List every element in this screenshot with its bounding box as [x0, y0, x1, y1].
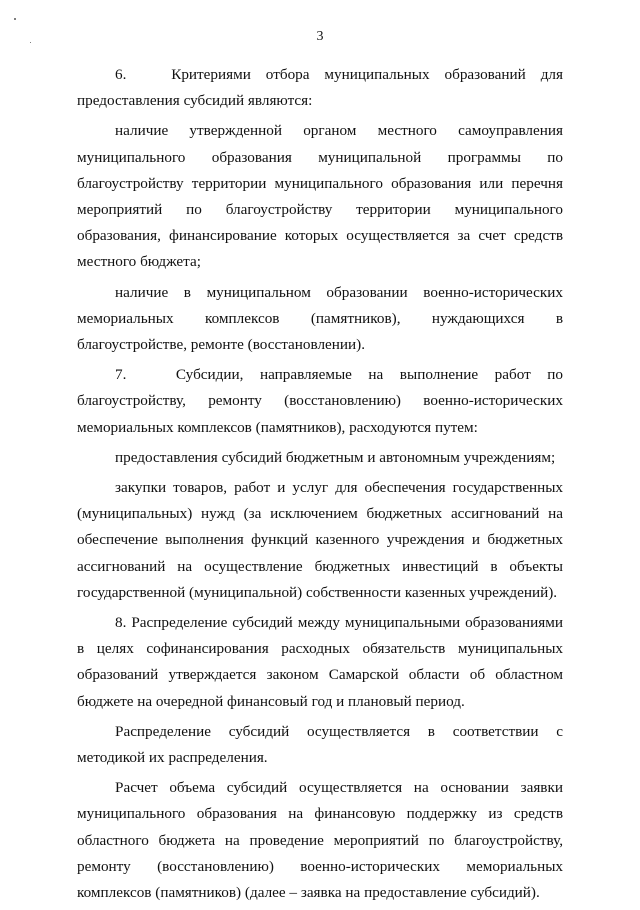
paragraph-criteria: 6. Критериями отбора муниципальных образований для предоставления субсидий являются: — [77, 66, 563, 110]
scan-speck — [14, 18, 16, 20]
paragraph-subsidies-use: 7. Субсидии, направляемые на выполнение работ по благоустройству, ремонту (восстановлению) военно-исторических мемориальных комплексов (памятников), расходуются путем: — [77, 366, 563, 436]
paragraph-program: наличие утвержденной органом местного самоуправления муниципального образования муниципальной программы по благоустройству территории муниципального образования или перечня мероприятий по благоустройству территории муниципального образования, финансирование которых осуществляется за счет средств местного бюджета; — [77, 122, 563, 271]
page-number: 3 — [316, 29, 324, 44]
paragraph-procurement: закупки товаров, работ и услуг для обеспечения государственных (муниципальных) нужд (за исключением бюджетных ассигнований на обеспечение выполнения функций казенного учреждения и бюджетных ассигнований на осуществление бюджетных инвестиций в объекты государственной (муниципальной) собственности казенных учреждений). — [77, 479, 563, 601]
paragraph-budget-institutions: предоставления субсидий бюджетным и автономным учреждениям; — [115, 448, 556, 466]
paragraph-methodology: Распределение субсидий осуществляется в соответствии с методикой их распределения. — [77, 722, 563, 767]
document-body — [77, 62, 563, 910]
paragraph-memorials: наличие в муниципальном образовании военно-исторических мемориальных комплексов (памятников), нуждающихся в благоустройстве, ремонте (восстановлении). — [77, 283, 563, 354]
paragraph-calculation: Расчет объема субсидий осуществляется на основании заявки муниципального образования на финансовую поддержку из средств областного бюджета на проведение мероприятий по благоустройству, ремонту (восстановлению) военно-исторических мемориальных комплексов (памятников) (далее – заявка на предоставление субсидий). — [77, 779, 563, 902]
paragraph-distribution: 8. Распределение субсидий между муниципальными образованиями в целях софинансирования расходных обязательств муниципальных образований утверждается законом Самарской области об областном бюджете на очередной финансовый год и плановый период. — [77, 614, 563, 710]
